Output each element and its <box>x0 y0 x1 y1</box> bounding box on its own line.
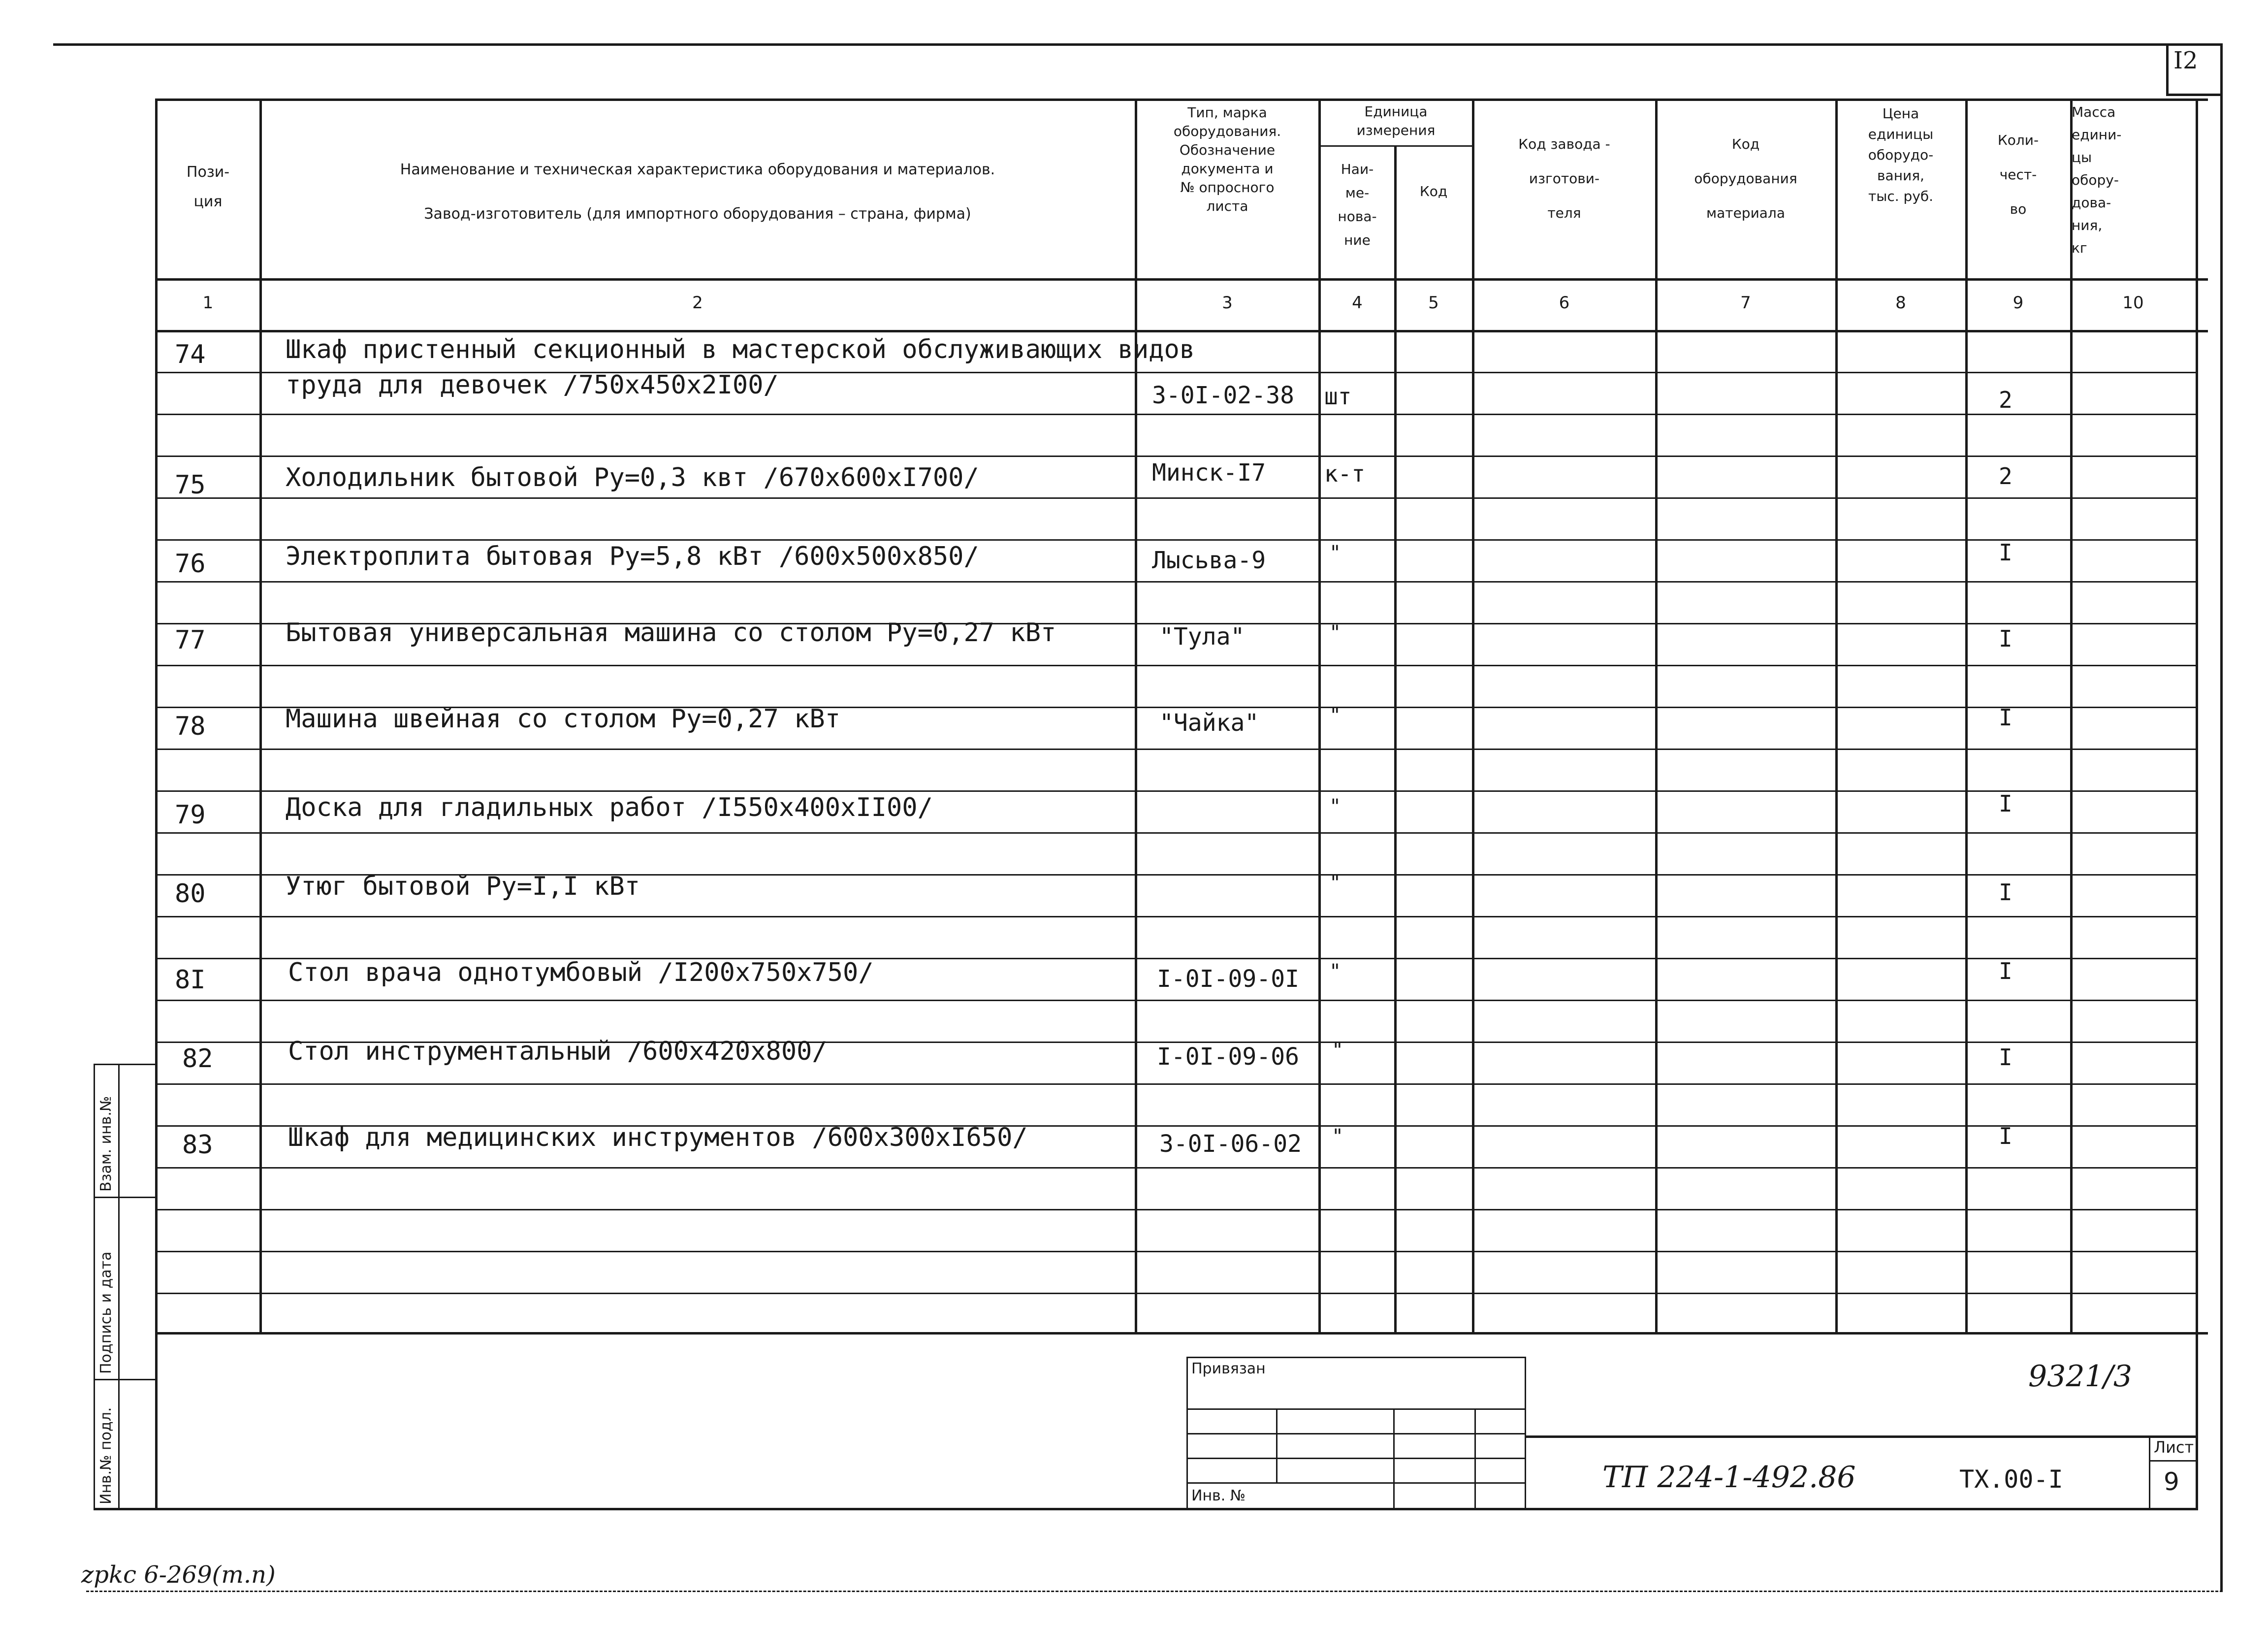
right-border-line <box>2220 43 2223 1592</box>
row-unit: " <box>1329 872 1342 894</box>
table-bottom <box>155 1332 2208 1335</box>
row-type: "Чайка" <box>1159 709 1259 737</box>
inv-no-label: Инв. № <box>1191 1487 1246 1504</box>
row-unit: " <box>1329 621 1342 644</box>
list-number: 9 <box>2164 1467 2179 1496</box>
row-position: 77 <box>175 625 206 655</box>
privyazan-col3 <box>1474 1408 1476 1509</box>
privyazan-top <box>1186 1357 1526 1358</box>
row-position: 76 <box>175 549 206 579</box>
row-unit: " <box>1332 1039 1344 1062</box>
col-sep-5 <box>1472 98 1474 1332</box>
row-unit: шт <box>1324 383 1352 410</box>
colnum-2: 2 <box>692 293 703 313</box>
row-type: I-0I-09-06 <box>1157 1043 1299 1071</box>
row-name: Шкаф пристенный секционный в мастерской обслуживающих видов <box>286 335 1195 364</box>
row-unit: " <box>1329 795 1342 818</box>
row-position: 83 <box>182 1130 213 1160</box>
row-line <box>155 1083 2196 1085</box>
row-position: 82 <box>182 1044 213 1074</box>
corner-box-bottom <box>2166 94 2223 96</box>
side-stamp-top <box>94 1064 157 1065</box>
side-stamp-div2 <box>94 1379 157 1380</box>
header-col3: Тип, марка оборудования. Обозначение документа и № опросного листа <box>1173 104 1281 214</box>
row-qty: I <box>1999 879 2012 906</box>
row-type: Минск-I7 <box>1152 459 1266 487</box>
row-line <box>155 790 2196 792</box>
col-sep-1 <box>259 98 262 1332</box>
side-stamp-mid <box>118 1064 120 1509</box>
row-name: Утюг бытовой Ру=I,I кВт <box>286 872 640 901</box>
row-qty: I <box>1999 958 2012 984</box>
side-label-vzam: Взам. инв.№ <box>97 1096 115 1192</box>
row-position: 78 <box>175 712 206 741</box>
row-position: 74 <box>175 340 206 369</box>
top-border-line <box>53 43 2223 46</box>
row-unit: " <box>1329 542 1342 564</box>
header-col4: Наи- ме- нова- ние <box>1338 161 1377 248</box>
sheet-corner-number: I2 <box>2173 47 2198 74</box>
header-col6: Код завода - изготови- теля <box>1518 136 1610 221</box>
colnum-5: 5 <box>1428 293 1439 313</box>
sheet-code: ТХ.00-I <box>1959 1465 2063 1494</box>
row-name: Стол врача однотумбовый /I200x750x750/ <box>288 958 874 987</box>
privyazan-col1 <box>1276 1408 1278 1482</box>
col-sep-8 <box>1965 98 1968 1332</box>
row-name: Электроплита бытовая Ру=5,8 кВт /600x500x850/ <box>286 542 979 571</box>
row-name-continued: труда для девочек /750x450x2I00/ <box>286 370 779 400</box>
side-label-podpis: Подпись и дата <box>97 1251 115 1374</box>
colnum-bottom <box>155 330 2208 332</box>
row-line <box>155 749 2196 750</box>
col-sep-9 <box>2070 98 2073 1332</box>
list-label: Лист <box>2154 1438 2194 1457</box>
header-unit-group: Единица измерения <box>1356 103 1436 138</box>
header-col5: Код <box>1419 183 1448 199</box>
colnum-6: 6 <box>1559 293 1570 313</box>
privyazan-label: Привязан <box>1191 1360 1266 1377</box>
row-unit: " <box>1329 704 1342 727</box>
row-position: 8I <box>175 965 206 995</box>
table-top <box>155 98 2208 101</box>
colnum-9: 9 <box>2012 293 2024 313</box>
privyazan-col2 <box>1393 1408 1395 1509</box>
row-unit: " <box>1329 960 1342 983</box>
album-code: 9321/3 <box>2028 1359 2133 1394</box>
row-qty: I <box>1999 1123 2012 1149</box>
frame-bottom <box>94 1508 2198 1510</box>
row-line <box>155 1000 2196 1001</box>
colnum-1: 1 <box>202 293 214 313</box>
colnum-10: 10 <box>2122 293 2144 313</box>
row-type: 3-0I-06-02 <box>1159 1130 1302 1158</box>
row-line <box>155 1251 2196 1252</box>
row-line <box>155 539 2196 541</box>
row-type: 3-0I-02-38 <box>1152 382 1294 409</box>
row-line <box>155 1293 2196 1294</box>
row-qty: 2 <box>1999 463 2012 489</box>
title-block-top <box>1526 1435 2198 1438</box>
row-line <box>155 456 2196 457</box>
row-qty: I <box>1999 625 2012 652</box>
row-line <box>155 1209 2196 1210</box>
row-unit: " <box>1332 1125 1344 1148</box>
header-col7: Код оборудования материала <box>1694 136 1797 221</box>
header-col2-line2: Завод-изготовитель (для импортного оборудования – страна, фирма) <box>424 205 971 223</box>
footer-note: zpkc 6-269(т.п) <box>81 1561 276 1589</box>
side-stamp-div1 <box>94 1197 157 1198</box>
row-line <box>155 497 2196 499</box>
title-block-list-div <box>2149 1460 2198 1462</box>
row-name: Доска для гладильных работ /I550x400xII00/ <box>286 793 933 822</box>
header-col1: Пози- ция <box>186 163 230 210</box>
row-name: Стол инструментальный /600x420x800/ <box>288 1037 828 1066</box>
row-line <box>155 414 2196 415</box>
side-label-inv-podl: Инв.№ подл. <box>97 1407 115 1504</box>
row-line <box>155 665 2196 666</box>
row-qty: 2 <box>1999 387 2012 413</box>
row-qty: I <box>1999 704 2012 731</box>
title-block-list-left <box>2149 1435 2150 1509</box>
colnum-8: 8 <box>1895 293 1906 313</box>
col-sep-2 <box>1135 98 1137 1332</box>
row-name: Машина швейная со столом Ру=0,27 кВт <box>286 704 841 734</box>
row-unit: к-т <box>1324 460 1366 487</box>
col-sep-4 <box>1394 145 1397 1332</box>
row-position: 80 <box>175 879 206 909</box>
row-type: I-0I-09-0I <box>1157 965 1299 993</box>
row-line <box>155 916 2196 917</box>
col-sep-6 <box>1655 98 1658 1332</box>
col-sep-7 <box>1835 98 1838 1332</box>
row-qty: I <box>1999 1044 2012 1071</box>
project-code: ТП 224-1-492.86 <box>1602 1460 1856 1495</box>
header-bottom <box>155 278 2208 281</box>
row-name: Холодильник бытовой Ру=0,3 квт /670x600xI700/ <box>286 463 979 492</box>
colnum-3: 3 <box>1222 293 1233 313</box>
row-name: Бытовая универсальная машина со столом Ру=0,27 кВт <box>286 618 1056 648</box>
colnum-7: 7 <box>1740 293 1751 313</box>
col-sep-3 <box>1318 98 1321 1332</box>
col-sep-10 <box>2196 98 2198 1509</box>
row-qty: I <box>1999 790 2012 817</box>
side-stamp-left <box>94 1064 95 1509</box>
header-col10: Масса едини- цы обору- дова- ния, кг <box>2072 104 2122 256</box>
colnum-4: 4 <box>1352 293 1363 313</box>
header-col8: Цена единицы оборудо- вания, тыс. руб. <box>1868 105 1934 204</box>
row-type: Лысьва-9 <box>1152 547 1266 574</box>
row-name: Шкаф для медицинских инструментов /600x300xI650/ <box>288 1123 1028 1152</box>
row-position: 75 <box>175 470 206 500</box>
row-qty: I <box>1999 539 2012 566</box>
corner-box-left <box>2166 43 2169 95</box>
row-position: 79 <box>175 800 206 830</box>
row-line <box>155 832 2196 834</box>
row-line <box>155 581 2196 583</box>
header-col9: Коли- чест- во <box>1997 132 2039 217</box>
row-line <box>155 1167 2196 1169</box>
row-type: "Тула" <box>1159 623 1245 651</box>
bottom-border-line <box>86 1591 2223 1592</box>
header-col2-line1: Наименование и техническая характеристика оборудования и материалов. <box>400 161 995 178</box>
unit-subheader-line <box>1318 145 1472 147</box>
